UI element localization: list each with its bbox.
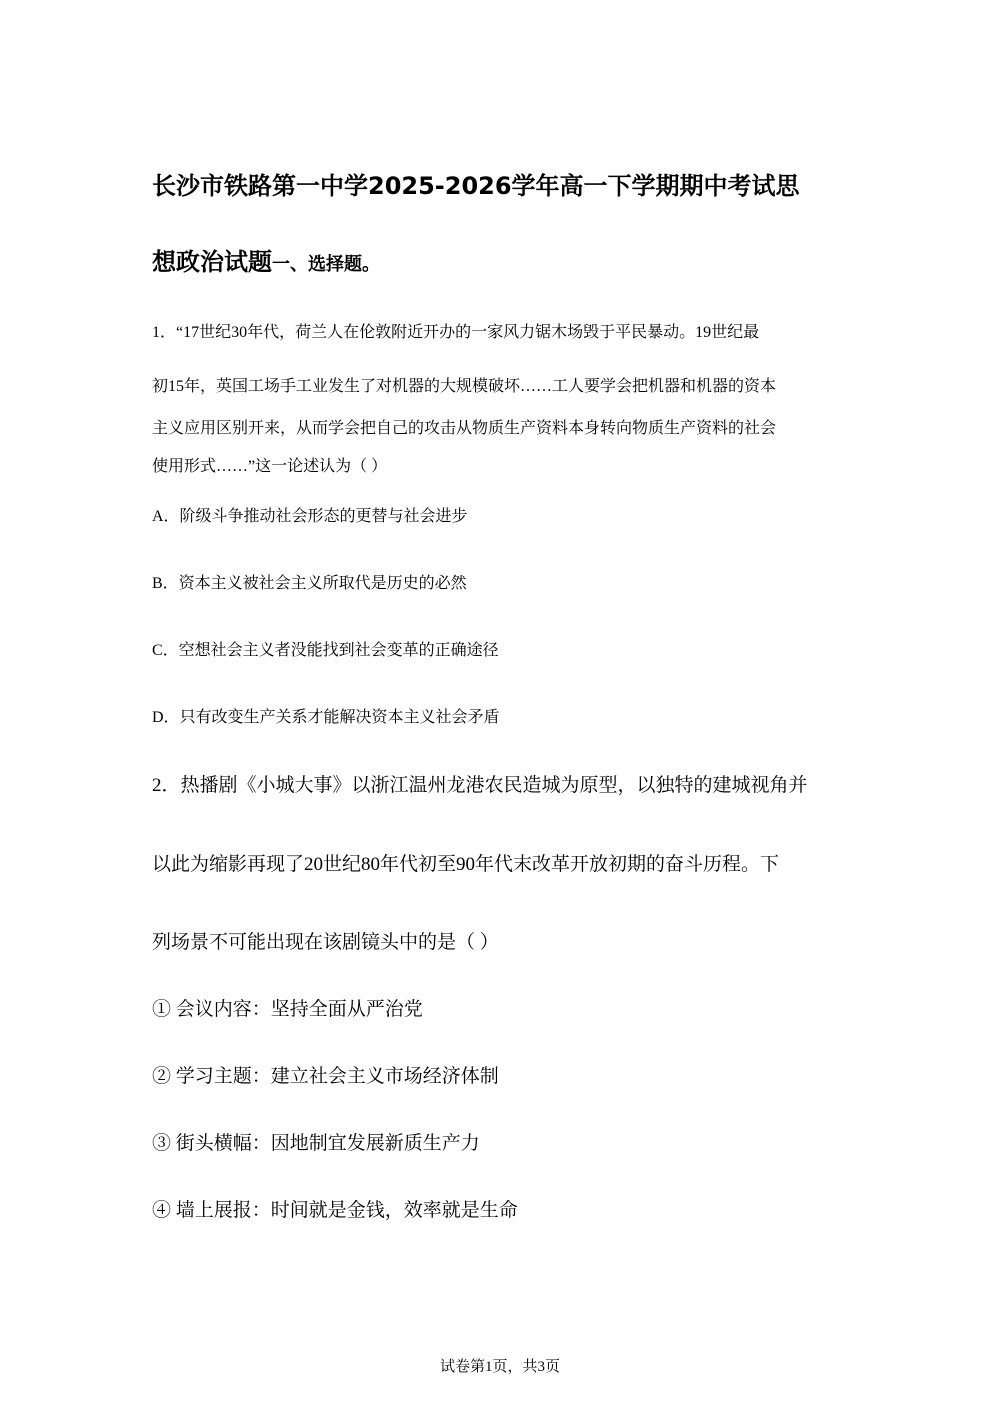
question-2-statement-1: ① 会议内容：坚持全面从严治党 — [152, 999, 423, 1020]
question-1-option-a: A．阶级斗争推动社会形态的更替与社会进步 — [152, 508, 468, 525]
question-2-statement-2: ② 学习主题：建立社会主义市场经济体制 — [152, 1066, 499, 1087]
question-2-line: 2．热播剧《小城大事》以浙江温州龙港农民造城为原型，以独特的建城视角并 — [152, 775, 808, 796]
question-2-statement-4: ④ 墙上展报：时间就是金钱，效率就是生命 — [152, 1200, 518, 1221]
question-2-line: 列场景不可能出现在该剧镜头中的是（ ） — [152, 932, 499, 953]
section-heading: 一、选择题。 — [272, 254, 380, 275]
exam-title-line-2-text: 想政治试题 — [152, 248, 272, 276]
page-footer: 试卷第1页，共3页 — [439, 1359, 560, 1375]
question-1-option-c: C．空想社会主义者没能找到社会变革的正确途径 — [152, 642, 499, 659]
exam-title-line-2 — [152, 246, 872, 281]
question-1-line: 主义应用区别开来，从而学会把自己的攻击从物质生产资料本身转向物质生产资料的社会 — [152, 420, 777, 437]
question-1-line: 使用形式……”这一论述认为（ ） — [152, 458, 388, 475]
exam-title-line-1: 长沙市铁路第一中学2025-2026学年高一下学期期中考试思 — [152, 172, 800, 200]
question-1-line: 1．“17世纪30年代，荷兰人在伦敦附近开办的一家风力锯木场毁于平民暴动。19世纪最 — [152, 324, 760, 341]
question-1-option-b: B．资本主义被社会主义所取代是历史的必然 — [152, 575, 467, 592]
question-1-option-d: D．只有改变生产关系才能解决资本主义社会矛盾 — [152, 709, 500, 726]
question-1 — [152, 318, 852, 486]
question-2-line: 以此为缩影再现了20世纪80年代初至90年代末改革开放初期的奋斗历程。下 — [152, 854, 780, 875]
question-1-line: 初15年，英国工场手工业发生了对机器的大规模破坏……工人要学会把机器和机器的资本 — [152, 378, 777, 395]
question-2-statement-3: ③ 街头横幅：因地制宜发展新质生产力 — [152, 1133, 480, 1154]
